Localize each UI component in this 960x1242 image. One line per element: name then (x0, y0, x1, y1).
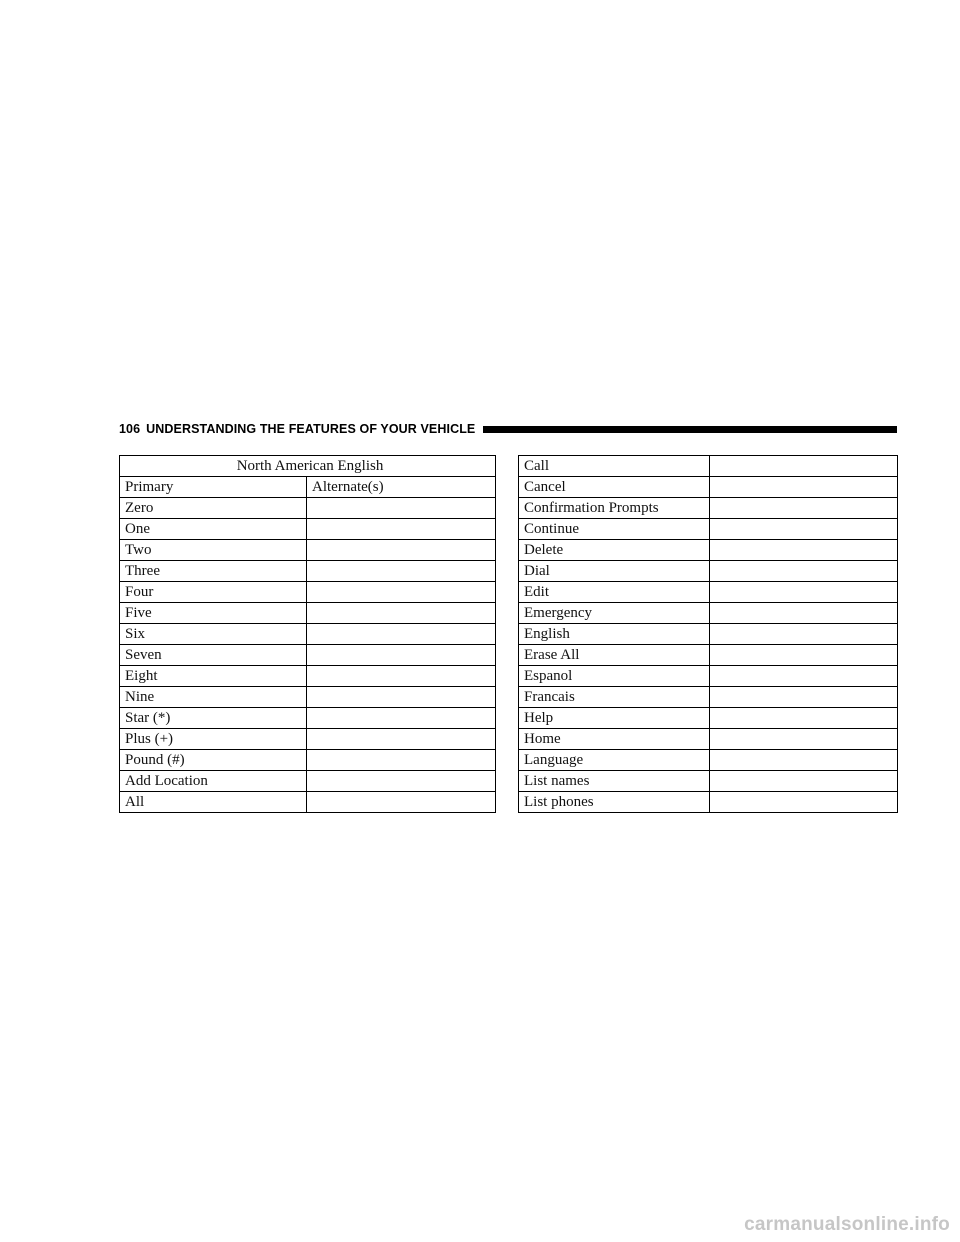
table-row (519, 771, 898, 792)
table-row (519, 603, 898, 624)
table-row (120, 561, 496, 582)
table-row (120, 603, 496, 624)
alternate-command-cell (710, 477, 898, 498)
primary-command-cell: Zero (120, 498, 307, 519)
primary-command-cell: Help (519, 708, 710, 729)
primary-command-cell: Erase All (519, 645, 710, 666)
table-row (519, 582, 898, 603)
alternate-command-cell (307, 666, 496, 687)
voice-commands-table-left (119, 455, 496, 813)
table-caption: North American English (120, 456, 496, 477)
alternate-command-cell (710, 519, 898, 540)
alternate-command-cell (710, 645, 898, 666)
alternate-command-cell (710, 750, 898, 771)
table-row (519, 792, 898, 813)
primary-command-cell: List phones (519, 792, 710, 813)
alternate-command-cell (307, 498, 496, 519)
primary-command-cell: Six (120, 624, 307, 645)
site-watermark: carmanualsonline.info (744, 1214, 950, 1235)
table-row (519, 729, 898, 750)
table-row (120, 729, 496, 750)
primary-command-cell: Eight (120, 666, 307, 687)
table-row (519, 750, 898, 771)
alternate-command-cell (307, 687, 496, 708)
table-row (519, 540, 898, 561)
alternate-command-cell (710, 498, 898, 519)
primary-command-cell: Cancel (519, 477, 710, 498)
alternate-command-cell (307, 624, 496, 645)
primary-command-cell: Continue (519, 519, 710, 540)
table-row (120, 645, 496, 666)
alternate-command-cell (307, 645, 496, 666)
primary-command-cell: Language (519, 750, 710, 771)
alternate-command-cell (710, 687, 898, 708)
table-row (519, 645, 898, 666)
alternate-command-cell (710, 708, 898, 729)
table-row (519, 708, 898, 729)
alternate-command-cell (710, 771, 898, 792)
alternate-command-cell (307, 582, 496, 603)
table-row (120, 624, 496, 645)
primary-command-cell: Emergency (519, 603, 710, 624)
alternate-command-cell (710, 603, 898, 624)
primary-command-cell: All (120, 792, 307, 813)
primary-command-cell: Espanol (519, 666, 710, 687)
alternate-command-cell (307, 771, 496, 792)
table-row (519, 666, 898, 687)
page-header (119, 418, 897, 440)
header-rule (483, 426, 897, 433)
table-row (120, 666, 496, 687)
alternate-command-cell (710, 729, 898, 750)
table-row (120, 687, 496, 708)
alternate-command-cell (307, 519, 496, 540)
primary-command-cell: English (519, 624, 710, 645)
column-header-alternate: Alternate(s) (307, 477, 496, 498)
table-row (519, 498, 898, 519)
alternate-command-cell (710, 540, 898, 561)
primary-command-cell: Delete (519, 540, 710, 561)
alternate-command-cell (307, 750, 496, 771)
table-row (519, 561, 898, 582)
table-header-row (120, 477, 496, 498)
primary-command-cell: Edit (519, 582, 710, 603)
page-number: 106 (119, 422, 141, 436)
primary-command-cell: Star (*) (120, 708, 307, 729)
table-row (519, 624, 898, 645)
alternate-command-cell (307, 561, 496, 582)
primary-command-cell: Four (120, 582, 307, 603)
alternate-command-cell (710, 561, 898, 582)
table-row (120, 792, 496, 813)
table-row (120, 708, 496, 729)
alternate-command-cell (710, 624, 898, 645)
alternate-command-cell (307, 540, 496, 561)
primary-command-cell: Three (120, 561, 307, 582)
alternate-command-cell (307, 729, 496, 750)
alternate-command-cell (307, 708, 496, 729)
primary-command-cell: Plus (+) (120, 729, 307, 750)
primary-command-cell: One (120, 519, 307, 540)
table-row (120, 582, 496, 603)
table-row (120, 540, 496, 561)
table-row (120, 498, 496, 519)
primary-command-cell: Add Location (120, 771, 307, 792)
primary-command-cell: Pound (#) (120, 750, 307, 771)
alternate-command-cell (710, 582, 898, 603)
table-row (519, 519, 898, 540)
table-row (519, 477, 898, 498)
primary-command-cell: Seven (120, 645, 307, 666)
column-header-primary: Primary (120, 477, 307, 498)
table-row (120, 771, 496, 792)
primary-command-cell: Francais (519, 687, 710, 708)
alternate-command-cell (307, 603, 496, 624)
primary-command-cell: Call (519, 456, 710, 477)
table-row (519, 687, 898, 708)
primary-command-cell: Dial (519, 561, 710, 582)
table-caption-row (120, 456, 496, 477)
alternate-command-cell (307, 792, 496, 813)
alternate-command-cell (710, 456, 898, 477)
alternate-command-cell (710, 792, 898, 813)
table-row (120, 750, 496, 771)
primary-command-cell: Home (519, 729, 710, 750)
primary-command-cell: Two (120, 540, 307, 561)
voice-commands-table-right (518, 455, 898, 813)
section-title: UNDERSTANDING THE FEATURES OF YOUR VEHICLE (146, 422, 476, 436)
primary-command-cell: List names (519, 771, 710, 792)
alternate-command-cell (710, 666, 898, 687)
primary-command-cell: Confirmation Prompts (519, 498, 710, 519)
primary-command-cell: Five (120, 603, 307, 624)
table-row (519, 456, 898, 477)
table-row (120, 519, 496, 540)
primary-command-cell: Nine (120, 687, 307, 708)
